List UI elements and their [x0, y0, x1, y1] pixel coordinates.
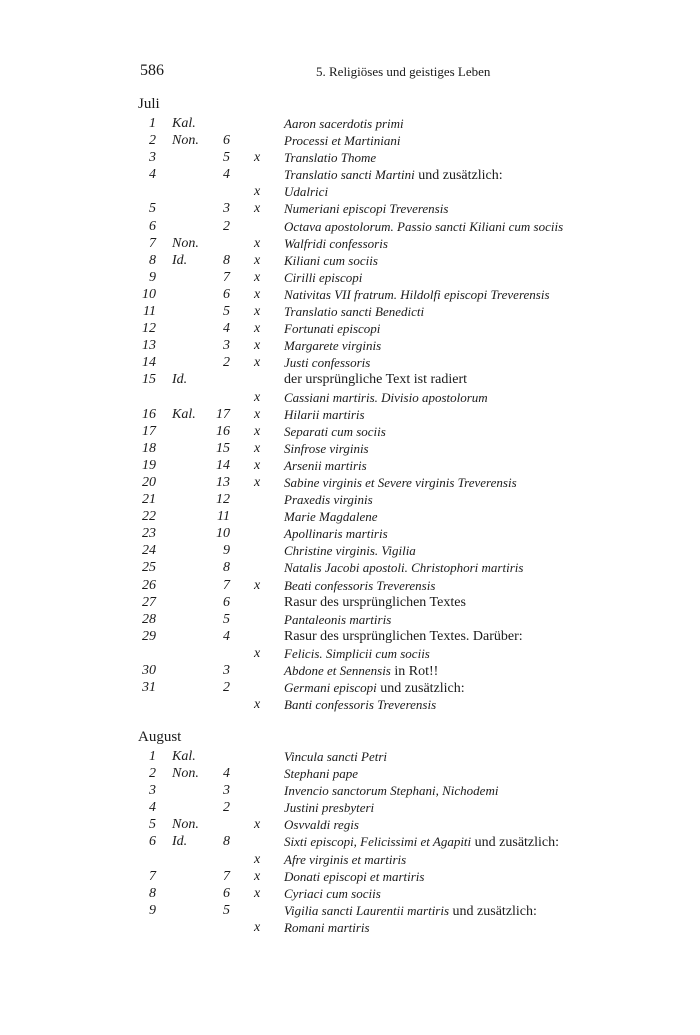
editorial-note: Rasur des ursprünglichen Textes [284, 594, 466, 610]
editorial-note: der ursprüngliche Text ist radiert [284, 372, 468, 388]
feast-entry [284, 320, 380, 338]
feast-entry [284, 851, 406, 869]
editorial-note: in Rot!! [390, 664, 439, 679]
day-number: 1 [149, 749, 156, 764]
calendar-row [138, 286, 608, 303]
feast-entry [284, 662, 438, 680]
entry-mark: x [254, 885, 261, 901]
day-number: 8 [149, 885, 156, 901]
roman-date-term: Kal. [172, 406, 196, 422]
entry-mark: x [254, 286, 261, 302]
entry-mark: x [254, 355, 261, 371]
calendar-row [138, 183, 608, 200]
day-number: 26 [142, 577, 156, 593]
entry-mark: x [254, 406, 261, 422]
day-number: 11 [143, 304, 156, 320]
entry-mark: x [254, 338, 261, 354]
calendar-row [138, 200, 608, 217]
feast-entry [284, 235, 388, 253]
latin-feast-text: Pantaleonis martiris [284, 611, 392, 627]
latin-feast-text: Hilarii martiris [284, 406, 365, 422]
entry-mark: x [254, 252, 261, 268]
feast-entry [284, 645, 430, 663]
calendar-row [138, 542, 608, 559]
day-number: 5 [149, 201, 156, 217]
calendar-rows [138, 748, 608, 936]
entry-mark: x [254, 150, 261, 166]
feast-entry [284, 508, 378, 526]
latin-feast-text: Fortunati episcopi [284, 321, 381, 337]
day-count: 13 [216, 474, 230, 490]
calendar-section-july [138, 94, 608, 713]
entry-mark: x [254, 201, 261, 217]
day-number: 6 [149, 834, 156, 850]
feast-entry [284, 269, 362, 287]
day-number: 15 [142, 372, 156, 388]
calendar-row [138, 132, 608, 149]
latin-feast-text: Felicis. Simplicii cum sociis [284, 645, 430, 661]
latin-feast-text: Udalrici [284, 184, 329, 200]
latin-feast-text: Margarete virginis [284, 338, 382, 354]
feast-entry [284, 132, 401, 150]
latin-feast-text: Vigilia sancti Laurentii martiris [284, 902, 450, 918]
latin-feast-text: Apollinaris martiris [284, 526, 388, 542]
feast-entry [284, 577, 435, 595]
latin-feast-text: Cirilli episcopi [284, 269, 363, 285]
editorial-note: und zusätzlich: [414, 168, 503, 184]
latin-feast-text: Justi confessoris [284, 355, 371, 371]
day-number: 24 [142, 543, 156, 559]
latin-feast-text: Natalis Jacobi apostoli. Christophori martiris [284, 560, 524, 576]
day-count: 7 [223, 868, 230, 884]
day-count: 2 [223, 680, 230, 696]
latin-feast-text: Stephani pape [284, 766, 359, 782]
latin-feast-text: Walfridi confessoris [284, 235, 388, 251]
calendar-row [138, 748, 608, 765]
entry-mark: x [254, 423, 261, 439]
day-number: 2 [149, 766, 156, 782]
feast-entry [284, 902, 537, 920]
calendar-row [138, 577, 608, 594]
latin-feast-text: Invencio sanctorum Stephani, Nichodemi [284, 783, 499, 799]
day-number: 12 [142, 321, 156, 337]
feast-entry [284, 440, 369, 458]
calendar-row [138, 611, 608, 628]
feast-entry [284, 303, 424, 321]
entry-mark: x [254, 304, 261, 320]
feast-entry [284, 218, 563, 236]
day-number: 22 [142, 509, 156, 525]
feast-entry [284, 115, 404, 133]
latin-feast-text: Banti confessoris Treverensis [284, 697, 437, 713]
feast-entry [284, 799, 374, 817]
calendar-row [138, 440, 608, 457]
roman-date-term: Id. [172, 372, 188, 388]
feast-entry [284, 611, 391, 629]
editorial-note: und zusätzlich: [376, 681, 465, 697]
calendar-row [138, 491, 608, 508]
entry-mark: x [254, 235, 261, 251]
feast-entry [284, 183, 328, 201]
feast-entry [284, 286, 550, 304]
latin-feast-text: Cassiani martiris. Divisio apostolorum [284, 389, 488, 405]
day-number: 29 [142, 628, 156, 644]
feast-entry [284, 594, 466, 611]
latin-feast-text: Octava apostolorum. Passio sancti Kiliani cum sociis [284, 218, 564, 234]
day-number: 5 [149, 817, 156, 833]
day-number: 21 [142, 492, 156, 508]
day-number: 1 [149, 116, 156, 131]
day-count: 17 [216, 406, 230, 422]
latin-feast-text: Translatio sancti Martini [284, 167, 415, 183]
latin-feast-text: Kiliani cum sociis [284, 252, 378, 268]
latin-feast-text: Numeriani episcopi Treverensis [284, 201, 449, 217]
calendar-row [138, 371, 608, 388]
feast-entry [284, 474, 517, 492]
latin-feast-text: Cyriaci cum sociis [284, 885, 381, 901]
day-count: 6 [223, 286, 230, 302]
feast-entry [284, 885, 381, 903]
calendar-row [138, 559, 608, 576]
day-count: 6 [223, 885, 230, 901]
calendar-row [138, 902, 608, 919]
day-number: 16 [142, 406, 156, 422]
day-count: 3 [223, 338, 230, 354]
roman-date-term: Kal. [172, 116, 196, 131]
calendar-row [138, 457, 608, 474]
calendar-section-august [138, 727, 608, 936]
calendar-row [138, 423, 608, 440]
day-number: 14 [142, 355, 156, 371]
calendar-row [138, 406, 608, 423]
entry-mark: x [254, 868, 261, 884]
feast-entry [284, 833, 559, 851]
day-number: 3 [149, 783, 156, 799]
latin-feast-text: Separati cum sociis [284, 423, 386, 439]
day-number: 4 [149, 167, 156, 183]
day-number: 10 [142, 286, 156, 302]
day-number: 30 [142, 663, 156, 678]
entry-mark: x [254, 457, 261, 473]
entry-mark: x [254, 645, 261, 661]
entry-mark: x [254, 919, 261, 935]
calendar-row [138, 799, 608, 816]
feast-entry [284, 354, 370, 372]
calendar-row [138, 594, 608, 611]
calendar-row [138, 252, 608, 269]
latin-feast-text: Beati confessoris Treverensis [284, 577, 436, 593]
day-number: 28 [142, 611, 156, 627]
roman-date-term: Non. [172, 817, 199, 833]
latin-feast-text: Afre virginis et martiris [284, 851, 407, 867]
feast-entry [284, 542, 416, 560]
day-count: 15 [216, 440, 230, 456]
day-number: 9 [149, 902, 156, 918]
feast-entry [284, 406, 365, 424]
editorial-note: Rasur des ursprünglichen Textes. Darüber: [284, 628, 523, 644]
day-count: 4 [223, 766, 230, 782]
day-count: 9 [223, 543, 230, 559]
feast-entry [284, 868, 424, 886]
day-number: 19 [142, 457, 156, 473]
day-number: 18 [142, 440, 156, 456]
calendar-row [138, 218, 608, 235]
feast-entry [284, 765, 358, 783]
calendar-row [138, 166, 608, 183]
feast-entry [284, 166, 503, 184]
calendar-row [138, 389, 608, 406]
calendar-row [138, 696, 608, 713]
calendar-row [138, 816, 608, 833]
calendar-row [138, 269, 608, 286]
feast-entry [284, 457, 367, 475]
day-count: 6 [223, 594, 230, 610]
calendar-row [138, 115, 608, 132]
latin-feast-text: Abdone et Sennensis [284, 663, 391, 678]
latin-feast-text: Sinfrose virginis [284, 440, 369, 456]
month-heading: August [138, 729, 182, 745]
latin-feast-text: Aaron sacerdotis primi [284, 116, 404, 131]
latin-feast-text: Osvvaldi regis [284, 817, 359, 833]
calendar-row [138, 628, 608, 645]
day-number: 8 [149, 252, 156, 268]
running-head: 5. Religiöses und geistiges Leben [316, 64, 491, 79]
roman-date-term: Non. [172, 766, 199, 782]
day-count: 7 [223, 269, 230, 285]
calendar-row [138, 662, 608, 679]
day-count: 6 [223, 133, 230, 149]
roman-date-term: Kal. [172, 749, 196, 764]
day-count: 4 [223, 628, 230, 644]
roman-date-term: Non. [172, 235, 199, 251]
day-number: 7 [149, 868, 156, 884]
day-count: 3 [223, 663, 230, 678]
page-number: 586 [140, 62, 164, 79]
calendar-row [138, 885, 608, 902]
day-number: 25 [142, 560, 156, 576]
calendar-row [138, 354, 608, 371]
day-number: 31 [142, 680, 156, 696]
roman-date-term: Non. [172, 133, 199, 149]
latin-feast-text: Processi et Martiniani [284, 133, 401, 149]
day-number: 4 [149, 800, 156, 816]
entry-mark: x [254, 321, 261, 337]
day-number: 6 [149, 218, 156, 234]
latin-feast-text: Justini presbyteri [284, 800, 375, 816]
calendar-row [138, 320, 608, 337]
feast-entry [284, 696, 436, 714]
day-count: 3 [223, 783, 230, 799]
day-count: 2 [223, 218, 230, 234]
day-count: 2 [223, 355, 230, 371]
feast-entry [284, 423, 386, 441]
calendar-row [138, 303, 608, 320]
day-number: 20 [142, 474, 156, 490]
feast-entry [284, 628, 523, 645]
entry-mark: x [254, 440, 261, 456]
calendar-row [138, 508, 608, 525]
day-count: 16 [216, 423, 230, 439]
latin-feast-text: Arsenii martiris [284, 457, 367, 473]
calendar-row [138, 851, 608, 868]
calendar-row [138, 919, 608, 936]
calendar-row [138, 235, 608, 252]
day-number: 13 [142, 338, 156, 354]
feast-entry [284, 337, 381, 355]
latin-feast-text: Translatio Thome [284, 150, 377, 166]
day-count: 4 [223, 167, 230, 183]
latin-feast-text: Romani martiris [284, 919, 370, 935]
calendar-row [138, 679, 608, 696]
day-count: 5 [223, 304, 230, 320]
day-count: 5 [223, 611, 230, 627]
entry-mark: x [254, 389, 261, 405]
roman-date-term: Id. [172, 834, 188, 850]
feast-entry [284, 816, 359, 834]
latin-feast-text: Praxedis virginis [284, 492, 373, 508]
day-number: 3 [149, 150, 156, 166]
latin-feast-text: Translatio sancti Benedicti [284, 304, 425, 320]
day-count: 8 [223, 252, 230, 268]
feast-entry [284, 491, 373, 509]
calendar-row [138, 833, 608, 850]
feast-entry [284, 525, 388, 543]
entry-mark: x [254, 577, 261, 593]
month-heading: Juli [138, 96, 160, 112]
entry-mark: x [254, 474, 261, 490]
calendar-row [138, 474, 608, 491]
day-count: 5 [223, 150, 230, 166]
day-number: 23 [142, 526, 156, 542]
feast-entry [284, 200, 448, 218]
feast-entry [284, 389, 488, 407]
latin-feast-text: Nativitas VII fratrum. Hildolfi episcopi Treverensis [284, 286, 550, 302]
entry-mark: x [254, 851, 261, 867]
day-count: 5 [223, 902, 230, 918]
editorial-note: und zusätzlich: [471, 835, 560, 851]
latin-feast-text: Christine virginis. Vigilia [284, 543, 416, 559]
day-number: 27 [142, 594, 156, 610]
feast-entry [284, 252, 378, 270]
day-count: 12 [216, 492, 230, 508]
entry-mark: x [254, 697, 261, 713]
day-number: 9 [149, 269, 156, 285]
feast-entry [284, 748, 387, 766]
latin-feast-text: Vincula sancti Petri [284, 749, 388, 764]
feast-entry [284, 149, 376, 167]
latin-feast-text: Sixti episcopi, Felicissimi et Agapiti [284, 834, 472, 850]
calendar-row [138, 868, 608, 885]
calendar-row [138, 525, 608, 542]
latin-feast-text: Marie Magdalene [284, 509, 378, 525]
calendar-row [138, 149, 608, 166]
feast-entry [284, 679, 465, 697]
feast-entry [284, 919, 370, 937]
calendar-row [138, 782, 608, 799]
day-count: 14 [216, 457, 230, 473]
day-number: 2 [149, 133, 156, 149]
entry-mark: x [254, 817, 261, 833]
day-count: 8 [223, 560, 230, 576]
feast-entry [284, 371, 467, 388]
entry-mark: x [254, 269, 261, 285]
day-count: 11 [217, 509, 230, 525]
latin-feast-text: Donati episcopi et martiris [284, 868, 425, 884]
day-count: 10 [216, 526, 230, 542]
calendar-rows [138, 115, 608, 713]
latin-feast-text: Germani episcopi [284, 680, 377, 696]
latin-feast-text: Sabine virginis et Severe virginis Treverensis [284, 474, 517, 490]
entry-mark: x [254, 184, 261, 200]
feast-entry [284, 782, 498, 800]
calendar-row [138, 645, 608, 662]
day-count: 4 [223, 321, 230, 337]
day-count: 3 [223, 201, 230, 217]
day-count: 8 [223, 834, 230, 850]
calendar-row [138, 765, 608, 782]
editorial-note: und zusätzlich: [449, 903, 537, 919]
calendar-row [138, 337, 608, 354]
day-number: 17 [142, 423, 156, 439]
day-number: 7 [149, 235, 156, 251]
roman-date-term: Id. [172, 252, 188, 268]
day-count: 7 [223, 577, 230, 593]
feast-entry [284, 559, 523, 577]
day-count: 2 [223, 800, 230, 816]
